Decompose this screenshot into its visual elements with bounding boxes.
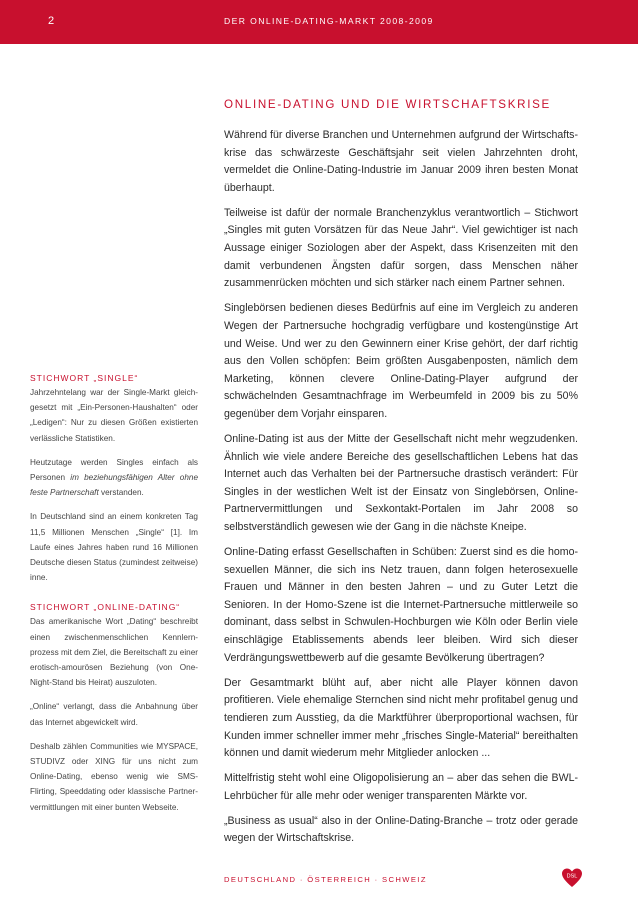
logo-text: DSL (566, 873, 578, 880)
sidebar-text: Heutzutage werden Singles einfach als Personen (30, 457, 198, 483)
sidebar-paragraph: In Deutschland sind an einem konkreten Tag 11,5 Millionen Menschen „Single“ [1]. Im Laufe eines Jahres haben rund 16 Millionen Deutsche diesen Status (zumindest zeitweise) inne. (30, 512, 198, 583)
paragraph: Während für diverse Branchen und Unternehmen aufgrund der Wirtschaftskrise das schwärzeste Geschäftsjahr seit vielen Jahrzehnten droht, vermeldet die Online-Dating-Industrie im Januar 2009 ihren besten Monat überhaupt. (224, 129, 578, 194)
paragraph: Mittelfristig steht wohl eine Oligopolisierung an – aber das sehen die BWL-Lehrbücher für alle mehr oder weniger transparenten Märkte vor. (224, 772, 578, 802)
header-bar (0, 0, 638, 44)
sidebar-heading-online-dating: STICHWORT „ONLINE-DATING“ (30, 602, 181, 613)
section-title: ONLINE-DATING UND DIE WIRTSCHAFTSKRISE (224, 98, 551, 111)
paragraph: Online-Dating erfasst Gesellschaften in Schüben: Zuerst sind es die homosexuellen Männer, die sich ins Netz trauen, dann folgen heterosexuelle Frauen und Männer in den besten Jahren – und zu Guter Letzt die Senioren. In der Homo-Szene ist die Internet-Partnersuche mittlerweile so dominant, dass selbst in Schwulen-Hochburgen wie Köln oder Berlin viele einschlägige Etablissements abends leer bleiben. Wird sich dieser Verdrängungswettbewerb auf die gesamte Bevölkerung übertragen? (224, 546, 578, 664)
running-header: DER ONLINE-DATING-MARKT 2008-2009 (224, 16, 434, 26)
paragraph: „Business as usual“ also in der Online-Dating-Branche – trotz oder gerade wegen der Wirtschaftskrise. (224, 814, 578, 845)
paragraph: Der Gesamtmarkt blüht auf, aber nicht alle Player können davon profitieren. Viele ehemalige Sternchen sind nicht mehr profitabel genug und tendieren zum Ausstieg, da die Marktführer überproportional wachsen, für Kunden immer schneller immer mehr „frisches Single-Material“ bereithalten können und damit wiederum mehr Mitglieder anlocken ... (224, 676, 578, 760)
sidebar-text: verstanden. (98, 488, 144, 498)
sidebar-heading-single: STICHWORT „SINGLE“ (30, 373, 139, 383)
sidebar-paragraph: Das amerikanische Wort „Dating“ beschreibt einen zwischenmenschlichen Kennlernprozess mit dem Ziel, die Bereitschaft zu einer erotisch-amourösen Beziehung (von One-Night-Stand bis Heirat) auszuloten. (30, 617, 198, 688)
sidebar-paragraph: Deshalb zählen Communities wie MYSPACE, STUDIVZ oder XING für uns nicht zum Online-Dating, ebenso wenig wie SMS-Flirting, Speeddating oder klassische Partnervermittlungen mit einer bunten Webseite. (30, 741, 198, 812)
paragraph: Teilweise ist dafür der normale Branchenzyklus verantwortlich – Stichwort „Singles mit guten Vorsätzen für das Neue Jahr“. Viel gewichtiger ist nach Aussage einiger Soziologen aber der Aspekt, dass Krisenzeiten mit den damit verbundenen Ängsten dafür sorgen, dass Menschen näher zusammenrücken möchten und sich stärker nach einem Partner sehnen. (224, 206, 578, 290)
main-column (224, 98, 578, 856)
sidebar-paragraph: Jahrzehntelang war der Single-Markt gleichgesetzt mit „Ein-Personen-Haushalten“ oder „Ledigen“: Nur zu diesen Größen existierten verlässliche Statistiken. (30, 388, 198, 443)
sidebar-paragraph (30, 455, 198, 501)
heart-logo-icon (561, 867, 583, 889)
sidebar-paragraph: „Online“ verlangt, dass die Anbahnung über das Internet abgewickelt wird. (30, 702, 198, 727)
sidebar-emphasis: im beziehungsfähigen Alter ohne feste Partnerschaft (30, 473, 199, 498)
page-number: 2 (48, 15, 56, 27)
footer-text: DEUTSCHLAND · ÖSTERREICH · SCHWEIZ (224, 875, 427, 884)
sidebar (30, 373, 198, 824)
spacer (30, 594, 198, 602)
paragraph: Online-Dating ist aus der Mitte der Gesellschaft nicht mehr wegzudenken. Ähnlich wie viele andere Bereiche des gesellschaftlichen Lebens hat das Internet auch das Verhalten bei der Partnersuche drastisch verändert: Für Singles in der westlichen Welt ist der Einsatz von Singlebörsen, Online-Partnervermittlungen und Sexkontakt-Portalen im Jahr 2008 so selbstverständlich gewesen wie der Gang in die nächste Kneipe. (224, 433, 578, 533)
paragraph: Singlebörsen bedienen dieses Bedürfnis auf eine im Vergleich zu anderen Wegen der Partnersuche hochgradig verfügbare und kostengünstige Art und Weise. Und wer zu den Gewinnern einer Krise gehört, der darf richtig aus den Vollen schöpfen: Beim größten Ausgabenposten, nämlich dem Marketing, können clevere Online-Dating-Player aufgrund der schwächelnden Gesamtnachfrage im Werbeumfeld in 2009 bis zu 50% gegenüber dem Vorjahr einsparen. (224, 302, 578, 420)
